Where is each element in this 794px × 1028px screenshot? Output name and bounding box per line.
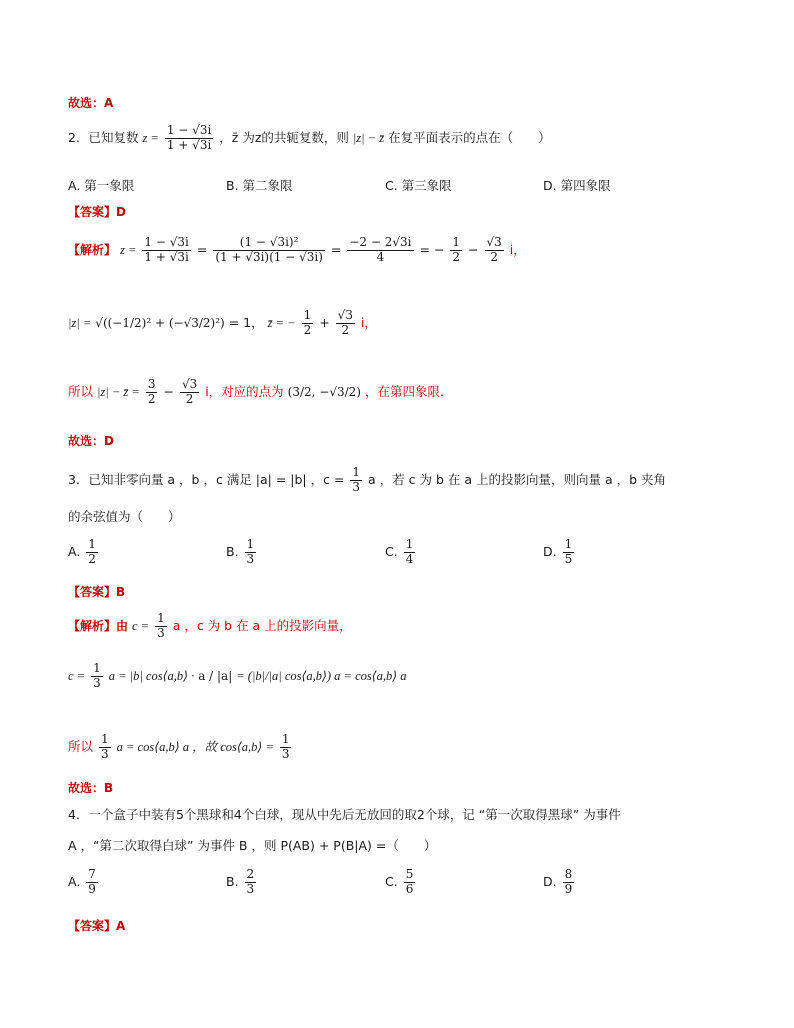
- q3-option-a: A. $\frac{1}{2}$: [68, 537, 96, 566]
- q2-stem: 2．已知复数 z = $\frac{1 - √3i}{1 + √3i}$ ，z̄ 为z的共轭复数，则 |z| − z̄ 在复平面表示的点在（ ）: [68, 123, 551, 152]
- q2-option-d: D. 第四象限: [543, 178, 611, 193]
- q2-option-c: C. 第三象限: [385, 178, 452, 193]
- q4-stem-line1: 4．一个盒子中装有5个黑球和4个白球，现从中先后无放回的取2个球，记 “第一次取得黑球” 为事件: [68, 807, 621, 822]
- q4-option-b: B. $\frac{2}{3}$: [226, 867, 255, 896]
- q2-fraction: $\frac{1 - √3i}{1 + √3i}$: [166, 123, 212, 152]
- q2-answer: 【答案】D: [68, 205, 126, 219]
- q4-option-c: C. $\frac{5}{6}$: [385, 867, 414, 896]
- q3-stem-line2: 的余弦值为（ ）: [68, 509, 181, 524]
- q3-analysis-step3: 所以 $\frac{1}{3}$ a = cos⟨a,b⟩ a ，故 cos⟨a,b⟩ = $\frac{1}{3}$: [68, 732, 290, 761]
- q4-option-a: A. $\frac{7}{9}$: [68, 867, 96, 896]
- q3-analysis-step1: 【解析】由 c = $\frac{1}{3}$ a ，c 为 b 在 a 上的投影向量，: [68, 611, 352, 640]
- q4-stem-line2: A ，“第二次取得白球” 为事件 B ，则 P(AB) + P(B|A) =（ ）: [68, 838, 437, 853]
- q3-analysis-step2: c = $\frac{1}{3}$ a = |b| cos⟨a,b⟩ · a / |a| = (|b|/|a| cos⟨a,b⟩) a = cos⟨a,b⟩ a: [68, 661, 407, 690]
- q3-option-b: B. $\frac{1}{3}$: [226, 537, 255, 566]
- q2-option-b: B. 第二象限: [226, 178, 293, 193]
- q3-option-c: C. $\frac{1}{4}$: [385, 537, 414, 566]
- q3-answer: 【答案】B: [68, 585, 126, 599]
- q4-answer: 【答案】A: [68, 919, 126, 933]
- q2-analysis-step3: 所以 |z| − z̄ = $\frac{3}{2}$ − $\frac{√3}{2}$ i，对应的点为 (3/2, −√3/2) ，在第四象限.: [68, 377, 444, 406]
- q3-option-d: D. $\frac{1}{5}$: [543, 537, 573, 566]
- q2-analysis-step1: 【解析】 z = $\frac{1 - √3i}{1 + √3i}$ = $\frac{\text{(1 − √3i)²}}{(1 + √3i)(1 - √3i)}$ = $\frac{-2 - 2√3i}{4}$ = − $\frac{1}{2}$ − $\frac{√3}{2}$ i，: [68, 235, 526, 264]
- q4-option-d: D. $\frac{8}{9}$: [543, 867, 573, 896]
- q1-choice: 故选：A: [68, 96, 114, 110]
- q2-choice: 故选：D: [68, 434, 114, 448]
- q3-stem-line1: 3．已知非零向量 a ，b ，c 满足 |a| = |b| ，c = $\frac{1}{3}$ a ，若 c 为 b 在 a 上的投影向量，则向量 a ，b 夹角: [68, 465, 667, 494]
- q2-analysis-step2: |z| = √((−1/2)² + (−√3/2)²) = 1， z̄ = − $\frac{1}{2}$ + $\frac{√3}{2}$ i，: [68, 308, 377, 337]
- q2-option-a: A. 第一象限: [68, 178, 135, 193]
- q3-choice: 故选：B: [68, 781, 114, 795]
